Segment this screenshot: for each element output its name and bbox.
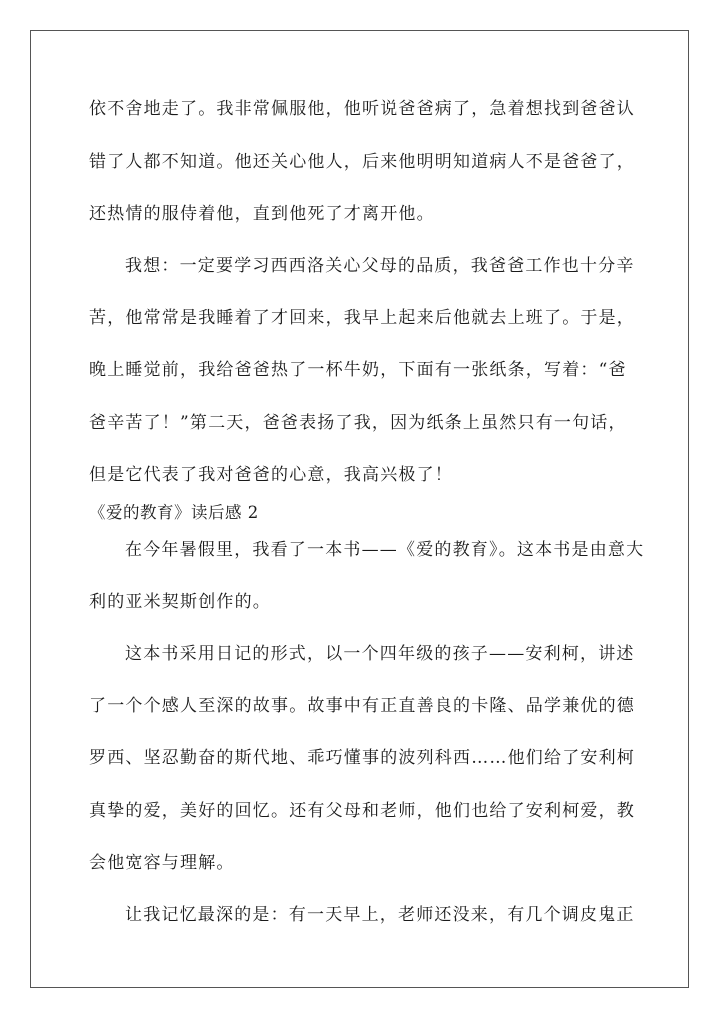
text-line: 真挚的爱，美好的回忆。还有父母和老师，他们也给了安利柯爱，教: [89, 801, 635, 821]
text-line: 利的亚米契斯创作的。: [89, 592, 271, 612]
section-heading: 《爱的教育》读后感 2: [89, 503, 259, 522]
text-line: 爸辛苦了！”第二天，爸爸表扬了我，因为纸条上虽然只有一句话，: [89, 413, 627, 433]
text-line: 苦，他常常是我睡着了才回来，我早上起来后他就去上班了。于是，: [89, 308, 635, 328]
text-line: 罗西、坚忍勤奋的斯代地、乖巧懂事的波列科西……他们给了安利柯: [89, 748, 635, 768]
paragraph-start-line: 在今年暑假里，我看了一本书——《爱的教育》。这本书是由意大: [125, 540, 645, 560]
text-line: 了一个个感人至深的故事。故事中有正直善良的卡隆、品学兼优的德: [89, 696, 635, 716]
text-line: 依不舍地走了。我非常佩服他，他听说爸爸病了，急着想找到爸爸认: [89, 99, 635, 119]
paragraph-start-line: 这本书采用日记的形式，以一个四年级的孩子——安利柯，讲述: [125, 644, 635, 664]
text-line: 会他宽容与理解。: [89, 853, 235, 873]
text-line: 还热情的服侍着他，直到他死了才离开他。: [89, 204, 435, 224]
paragraph-start-line: 我想：一定要学习西西洛关心父母的品质，我爸爸工作也十分辛: [125, 256, 635, 276]
text-line: 但是它代表了我对爸爸的心意，我高兴极了！: [89, 465, 453, 485]
text-line: 错了人都不知道。他还关心他人，后来他明明知道病人不是爸爸了，: [89, 152, 635, 172]
paragraph-start-line: 让我记忆最深的是：有一天早上，老师还没来，有几个调皮鬼正: [125, 905, 635, 925]
text-line: 晚上睡觉前，我给爸爸热了一杯牛奶，下面有一张纸条，写着：“爸: [89, 360, 627, 380]
